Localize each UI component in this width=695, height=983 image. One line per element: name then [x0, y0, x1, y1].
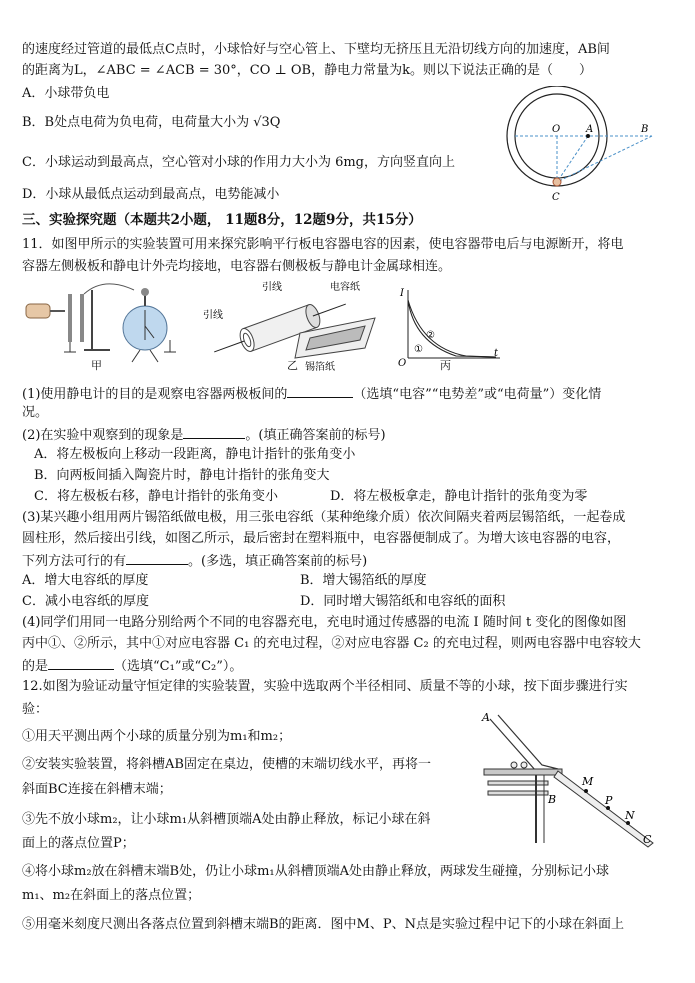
- answer-blank: [287, 383, 353, 398]
- q11-option: A．将左极板向上移动一段距离，静电计指针的张角变小: [34, 447, 356, 462]
- q12-intro: 12.如图为验证动量守恒定律的实验装置，实验中选取两个半径相同、质量不等的小球，按下面步骤进行实: [22, 679, 628, 694]
- q12-step: 斜面BC连接在斜槽末端；: [22, 782, 172, 797]
- q11-part4: 丙中①、②所示，其中①对应电容器 C₁ 的充电过程，②对应电容器 C₂ 的充电过程，则两电容器中电容较大: [22, 636, 641, 651]
- figure-caption-jia: 甲: [91, 359, 102, 372]
- q11-option: C．减小电容纸的厚度: [22, 594, 149, 609]
- q11-intro: 容器左侧极板和静电计外壳均接地，电容器右侧极板与静电计金属球相连。: [22, 259, 452, 274]
- label-a: A: [482, 711, 490, 724]
- figure-caption-bing: 丙: [440, 359, 451, 372]
- ring-tube-figure: [500, 86, 670, 206]
- q11-part4-text: 的是: [22, 659, 49, 674]
- q11-intro: 11．如图甲所示的实验装置可用来探究影响平行板电容器电容的因素，使电容器带电后与电源断开，将电: [22, 237, 624, 252]
- q12-step: ④将小球m₂放在斜槽末端B处，仍让小球m₁从斜槽顶端A处由静止释放，两球发生碰撞，分别标记小球: [22, 864, 610, 879]
- q11-part1: [22, 383, 601, 405]
- curve-1-label: ①: [414, 344, 423, 355]
- axis-i-label: I: [400, 288, 404, 299]
- q12-intro: 验：: [22, 702, 49, 717]
- label-c: C: [643, 833, 652, 846]
- figure-caption-yi: 乙: [287, 359, 298, 372]
- label-c: C: [552, 192, 560, 203]
- q11-part4: [22, 655, 242, 677]
- q11-part4-text: （选填“C₁”或“C₂”）。: [114, 659, 243, 674]
- option-a: A．小球带负电: [22, 86, 110, 101]
- answer-blank: [183, 424, 245, 439]
- section-heading: 三、实验探究题（本题共2小题， 11题8分，12题9分，共15分）: [22, 212, 422, 228]
- q11-option: B．向两板间插入陶瓷片时，静电计指针的张角变大: [34, 468, 330, 483]
- label-yinxian-top: 引线: [262, 282, 282, 293]
- q11-option: B．增大锡箔纸的厚度: [300, 573, 427, 588]
- option-d: D．小球从最低点运动到最高点，电势能减小: [22, 187, 280, 202]
- label-yinxian-left: 引线: [203, 310, 223, 321]
- q11-option: D．将左极板拿走，静电计指针的张角变为零: [330, 489, 588, 504]
- label-a: A: [586, 124, 594, 135]
- label-m: M: [582, 775, 594, 788]
- figure-jia-electrometer: [20, 280, 190, 370]
- q12-step: ③先不放小球m₂，让小球m₁从斜槽顶端A处由静止释放，标记小球在斜: [22, 812, 431, 827]
- figure-momentum-apparatus: [478, 705, 668, 855]
- q11-part2-text: (2)在实验中观察到的现象是: [22, 428, 184, 443]
- q12-step: ①用天平测出两个小球的质量分别为m₁和m₂；: [22, 729, 292, 744]
- q11-part3: (3)某兴趣小组用两片锡箔纸做电极，用三张电容纸（某种绝缘介质）依次间隔夹着两层锡箔纸，一起卷成: [22, 510, 626, 525]
- label-dianrongzhi: 电容纸: [330, 282, 360, 293]
- q12-step: ⑤用毫米刻度尺测出各落点位置到斜槽末端B的距离．图中M、P、N点是实验过程中记下的小球在斜面上: [22, 917, 624, 932]
- q11-part2: [22, 424, 386, 446]
- q11-part3-text: 下列方法可行的有: [22, 554, 127, 569]
- q12-step: ②安装实验装置，将斜槽AB固定在桌边，使槽的末端切线水平，再将一: [22, 757, 431, 772]
- q11-option: D．同时增大锡箔纸和电容纸的面积: [300, 594, 506, 609]
- q11-part1-text: （选填“电容”“电势差”或“电荷量”）变化情: [353, 387, 602, 402]
- option-c: C．小球运动到最高点，空心管对小球的作用力大小为 6mg，方向竖直向上: [22, 155, 455, 170]
- answer-blank: [126, 550, 188, 565]
- axis-origin-label: O: [398, 358, 407, 366]
- label-o: O: [552, 124, 561, 135]
- q11-option: A．增大电容纸的厚度: [22, 573, 149, 588]
- axis-t-label: t: [494, 348, 499, 359]
- q12-step: 面上的落点位置P；: [22, 836, 135, 851]
- q11-part3: [22, 550, 367, 572]
- q11-part3-text: 。(多选，填正确答案前的标号): [188, 554, 368, 569]
- q12-step: m₁、m₂在斜面上的落点位置；: [22, 888, 201, 903]
- label-b: B: [548, 793, 557, 806]
- q11-part1-text: (1)使用静电计的目的是观察电容器两极板间的: [22, 387, 288, 402]
- text-line: 的速度经过管道的最低点C点时，小球恰好与空心管上、下壁均无挤压且无沿切线方向的加速度，AB间: [22, 42, 610, 57]
- q11-part3: 圆柱形，然后接出引线，如图乙所示，最后密封在塑料瓶中，电容器便制成了。为增大该电容器的电容，: [22, 531, 621, 546]
- curve-2-label: ②: [426, 330, 435, 341]
- label-b: B: [641, 124, 649, 135]
- answer-blank: [48, 655, 114, 670]
- option-b: B．B处点电荷为负电荷，电荷量大小为 √3Q: [22, 115, 281, 130]
- q11-part1-tail: 况。: [22, 405, 49, 420]
- text-line: 的距离为L，∠ABC = ∠ACB = 30°，CO ⊥ OB，静电力常量为k。则以下说法正确的是（ ）: [22, 63, 592, 78]
- q11-option: C．将左极板右移，静电计指针的张角变小: [34, 489, 278, 504]
- label-xibozhi: 锡箔纸: [305, 362, 335, 373]
- label-p: P: [605, 794, 613, 807]
- figure-bing-current-graph: [396, 286, 506, 366]
- q11-part2-text: 。(填正确答案前的标号): [245, 428, 386, 443]
- q11-part4: (4)同学们用同一电路分别给两个不同的电容器充电，充电时通过传感器的电流 I 随时间 t 变化的图像如图: [22, 615, 627, 630]
- label-n: N: [625, 809, 635, 822]
